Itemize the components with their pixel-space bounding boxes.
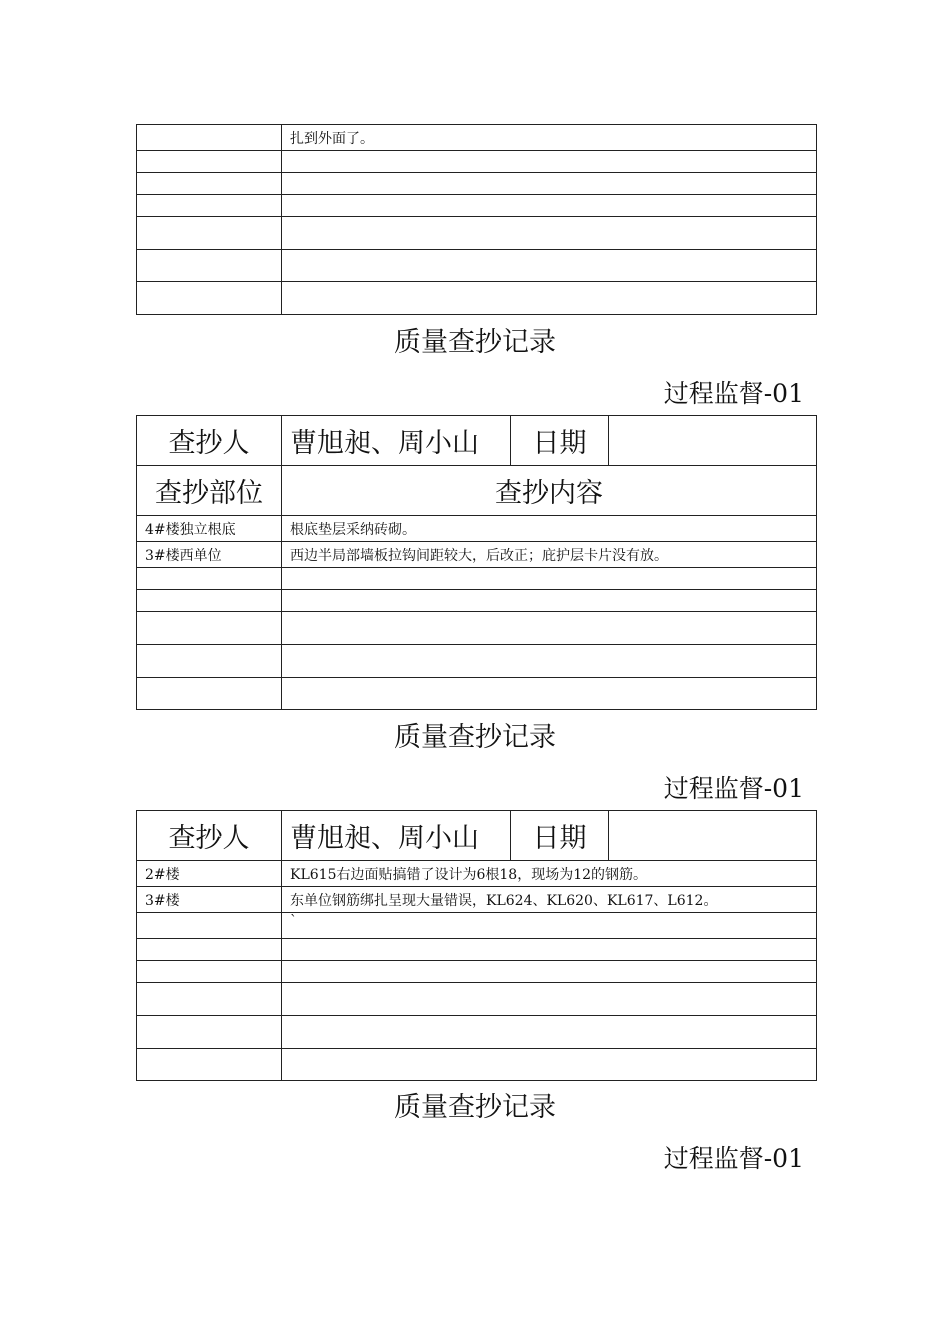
inspector-value: 曹旭昶、周小山 <box>282 811 511 861</box>
content-cell <box>282 173 817 195</box>
content-cell <box>282 1016 817 1049</box>
location-cell: 2#楼 <box>137 861 282 887</box>
location-cell <box>137 250 282 282</box>
content-cell <box>282 1049 817 1081</box>
location-cell <box>137 612 282 645</box>
location-cell <box>137 151 282 173</box>
inspection-table-3 <box>136 810 817 1081</box>
date-value <box>609 811 817 861</box>
location-cell: 3#楼西单位 <box>137 542 282 568</box>
content-cell <box>282 961 817 983</box>
content-cell <box>282 983 817 1016</box>
location-cell <box>137 590 282 612</box>
content-cell <box>282 645 817 678</box>
content-cell <box>282 939 817 961</box>
content-cell: 东单位钢筋绑扎呈现大量错误，KL624、KL620、KL617、L612。 <box>282 887 817 913</box>
content-cell <box>282 282 817 315</box>
location-cell <box>137 1016 282 1049</box>
record-code: 过程监督-01 <box>663 774 804 803</box>
location-cell <box>137 195 282 217</box>
location-cell: 4#楼独立根底 <box>137 516 282 542</box>
content-cell: KL615右边面贴搞错了设计为6根18，现场为12的钢筋。 <box>282 861 817 887</box>
record-title: 质量查抄记录 <box>394 327 556 358</box>
location-cell <box>137 678 282 710</box>
content-cell <box>282 590 817 612</box>
content-cell <box>282 612 817 645</box>
content-cell <box>282 151 817 173</box>
location-cell <box>137 217 282 250</box>
record-title: 质量查抄记录 <box>394 722 556 753</box>
content-cell <box>282 217 817 250</box>
location-cell <box>137 282 282 315</box>
content-cell: 扎到外面了。 <box>282 125 817 151</box>
inspection-table-2 <box>136 415 817 710</box>
record-title: 质量查抄记录 <box>394 1092 556 1123</box>
content-cell <box>282 250 817 282</box>
inspection-table-1 <box>136 124 817 315</box>
location-cell: 3#楼 <box>137 887 282 913</box>
date-label: 日期 <box>511 416 609 466</box>
location-header: 查抄部位 <box>137 466 282 516</box>
inspector-label: 查抄人 <box>137 811 282 861</box>
content-header: 查抄内容 <box>282 466 817 516</box>
location-cell <box>137 961 282 983</box>
location-cell <box>137 913 282 939</box>
inspector-label: 查抄人 <box>137 416 282 466</box>
location-cell <box>137 173 282 195</box>
record-code: 过程监督-01 <box>663 1144 804 1173</box>
date-label: 日期 <box>511 811 609 861</box>
date-value <box>609 416 817 466</box>
content-cell: ` <box>282 913 817 939</box>
location-cell <box>137 645 282 678</box>
content-cell <box>282 678 817 710</box>
record-code: 过程监督-01 <box>663 379 804 408</box>
content-cell: 西边半局部墙板拉钩间距较大，后改正；庇护层卡片没有放。 <box>282 542 817 568</box>
location-cell <box>137 939 282 961</box>
content-cell: 根底垫层采纳砖砌。 <box>282 516 817 542</box>
location-cell <box>137 983 282 1016</box>
location-cell <box>137 568 282 590</box>
inspector-value: 曹旭昶、周小山 <box>282 416 511 466</box>
location-cell <box>137 125 282 151</box>
location-cell <box>137 1049 282 1081</box>
content-cell <box>282 195 817 217</box>
content-cell <box>282 568 817 590</box>
